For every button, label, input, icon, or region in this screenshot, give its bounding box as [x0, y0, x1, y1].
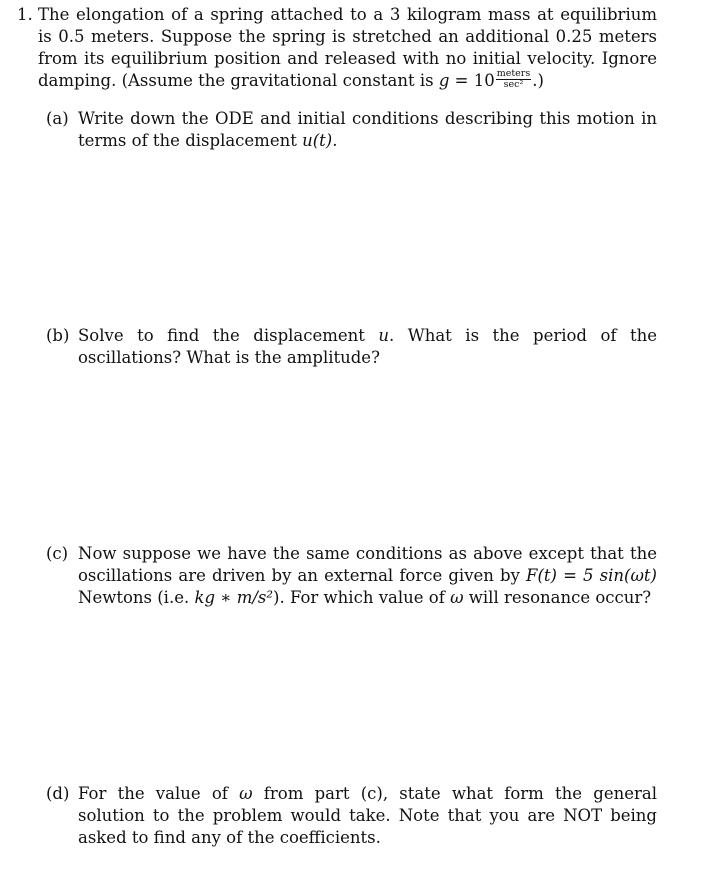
unit-denominator: sec² [503, 79, 524, 90]
problem-1 [17, 4, 657, 92]
omega-symbol: ω [239, 784, 253, 803]
part-b-body: Solve to find the displacement [78, 326, 379, 345]
part-b [46, 325, 657, 369]
part-c-text [78, 543, 657, 609]
gravity-value: 10 [473, 71, 495, 90]
part-a-body: Write down the ODE and initial conditions describing this motion in terms of the displacement [78, 109, 657, 150]
part-a [46, 108, 657, 152]
part-d-body-end: from part (c), state what form the general solution to the problem would take. Note that you are NOT being asked to find any of the coefficients. [78, 784, 657, 847]
problem-statement [38, 4, 657, 92]
part-d-text [78, 783, 657, 849]
part-c-body-2: Newtons (i.e. [78, 588, 195, 607]
part-d-label: (d) [46, 784, 70, 803]
equals-sign: = [449, 71, 474, 90]
displacement-symbol: u [378, 326, 390, 345]
gravity-symbol: g [438, 71, 450, 90]
part-a-end: . [332, 131, 338, 150]
problem-text-end: .) [532, 71, 544, 90]
unit-numerator: meters [496, 68, 531, 79]
part-c [46, 543, 657, 609]
part-b-body-end: . What is the period of the oscillations? What is the amplitude? [78, 326, 657, 367]
part-c-body: Now suppose we have the same conditions as above except that the oscillations are driven by an external force given by [78, 544, 657, 585]
omega-symbol: ω [450, 588, 464, 607]
part-a-label: (a) [46, 109, 69, 128]
part-d-body: For the value of [78, 784, 240, 803]
force-units: kg ∗ m/s² [194, 588, 274, 607]
force-expression: F(t) = 5 sin(ωt) [526, 566, 657, 585]
part-b-label: (b) [46, 326, 70, 345]
part-c-body-3: ). For which value of [273, 588, 451, 607]
part-c-label: (c) [46, 544, 69, 563]
gravity-unit-fraction [496, 69, 532, 90]
part-a-text [78, 108, 657, 152]
part-b-text [78, 325, 657, 369]
part-d [46, 783, 657, 849]
problem-text: The elongation of a spring attached to a 3 kilogram mass at equilibrium is 0.5 meters. Suppose the spring is stretched an additional 0.25 meters from its equilibrium position and released with no initial velocity. Ignore damping. (Assume the gravitational constant is [38, 5, 657, 90]
displacement-symbol: u(t) [302, 131, 333, 150]
part-c-body-4: will resonance occur? [463, 588, 652, 607]
problem-number: 1. [17, 5, 33, 24]
